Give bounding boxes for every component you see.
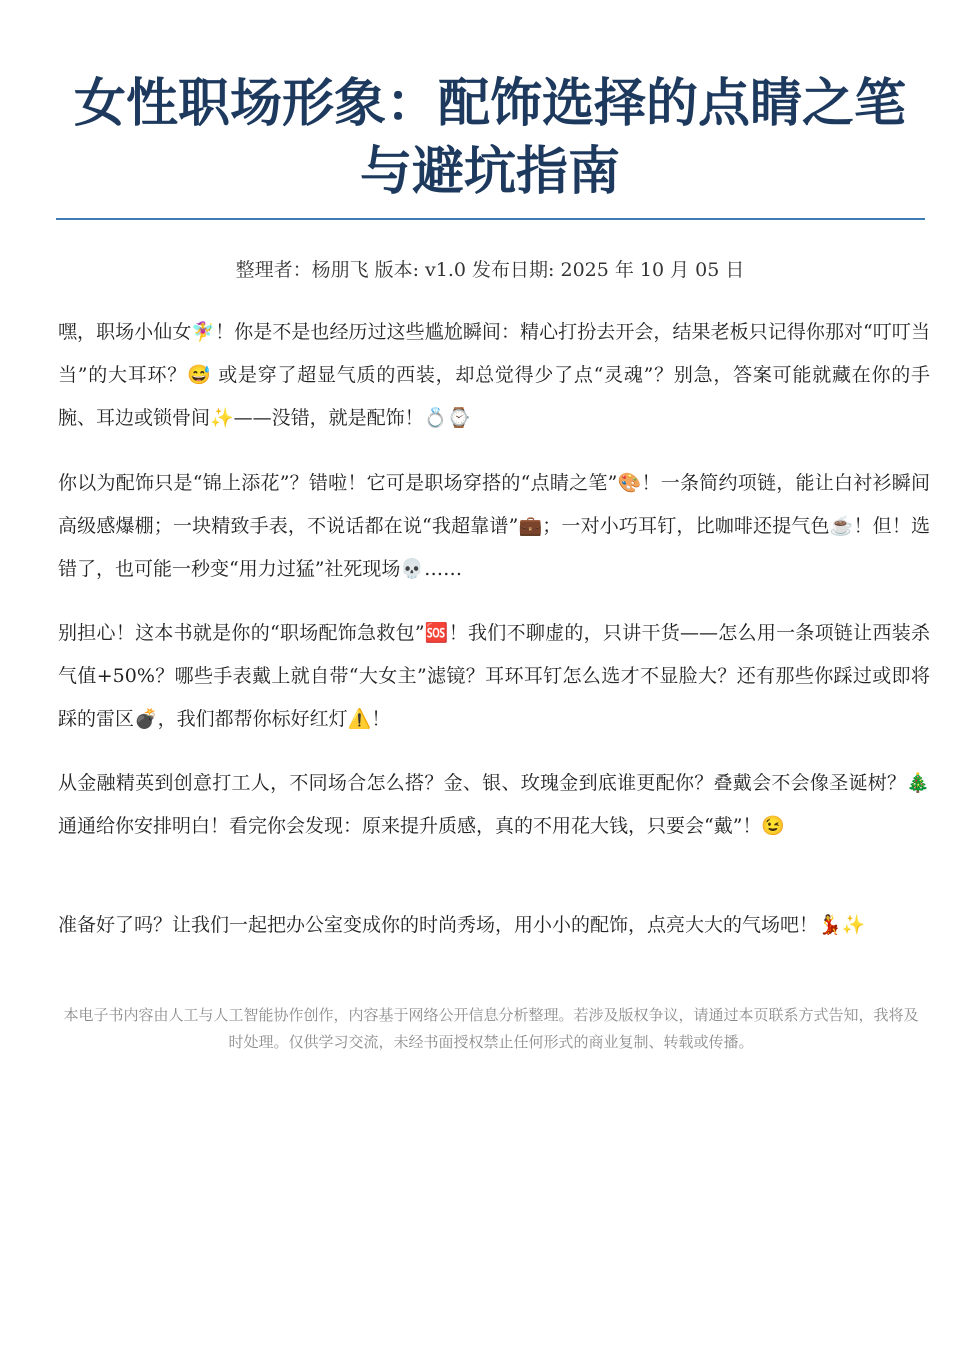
document-meta: 整理者：杨朋飞 版本: v1.0 发布日期: 2025 年 10 月 05 日 [235,259,745,281]
paragraph-closing: 准备好了吗？让我们一起把办公室变成你的时尚秀场，用小小的配饰，点亮大大的气场吧！💃✨ [58,914,866,936]
title-divider [56,218,925,220]
copyright-disclaimer: 本电子书内容由人工与人工智能协作创作，内容基于网络公开信息分析整理。若涉及版权争议，请通过本页联系方式告知，我将及时处理。仅供学习交流，未经书面授权禁止任何形式的商业复制、转载或传播。 [63,1006,919,1051]
paragraph-occasions: 从金融精英到创意打工人，不同场合怎么搭？金、银、玫瑰金到底谁更配你？叠戴会不会像圣诞树？🎄通通给你安排明白！看完你会发现：原来提升质感，真的不用花大钱，只要会“戴”！😉 [58,772,930,837]
document-title: 女性职场形象：配饰选择的点睛之笔与避坑指南 [73,74,906,202]
paragraph-why-accessories: 你以为配饰只是“锦上添花”？错啦！它可是职场穿搭的“点睛之笔”🎨！一条简约项链，能让白衬衫瞬间高级感爆棚；一块精致手表，不说话都在说“我超靠谱”💼；一对小巧耳钉，比咖啡还提气色☕！但！选错了，也可能一秒变“用力过猛”社死现场💀…… [58,472,930,580]
paragraph-book-purpose: 别担心！这本书就是你的“职场配饰急救包”🆘！我们不聊虚的，只讲干货——怎么用一条项链让西装杀气值+50%？哪些手表戴上就自带“大女主”滤镜？耳环耳钉怎么选才不显脸大？还有那些你踩过或即将踩的雷区💣，我们都帮你标好红灯⚠️！ [58,622,930,730]
paragraph-intro: 嘿，职场小仙女🧚‍♀️！你是不是也经历过这些尴尬瞬间：精心打扮去开会，结果老板只记得你那对“叮叮当当”的大耳环？😅 或是穿了超显气质的西装，却总觉得少了点“灵魂”？别急，答案可能就藏在你的手腕、耳边或锁骨间✨——没错，就是配饰！💍⌚ [58,321,930,429]
